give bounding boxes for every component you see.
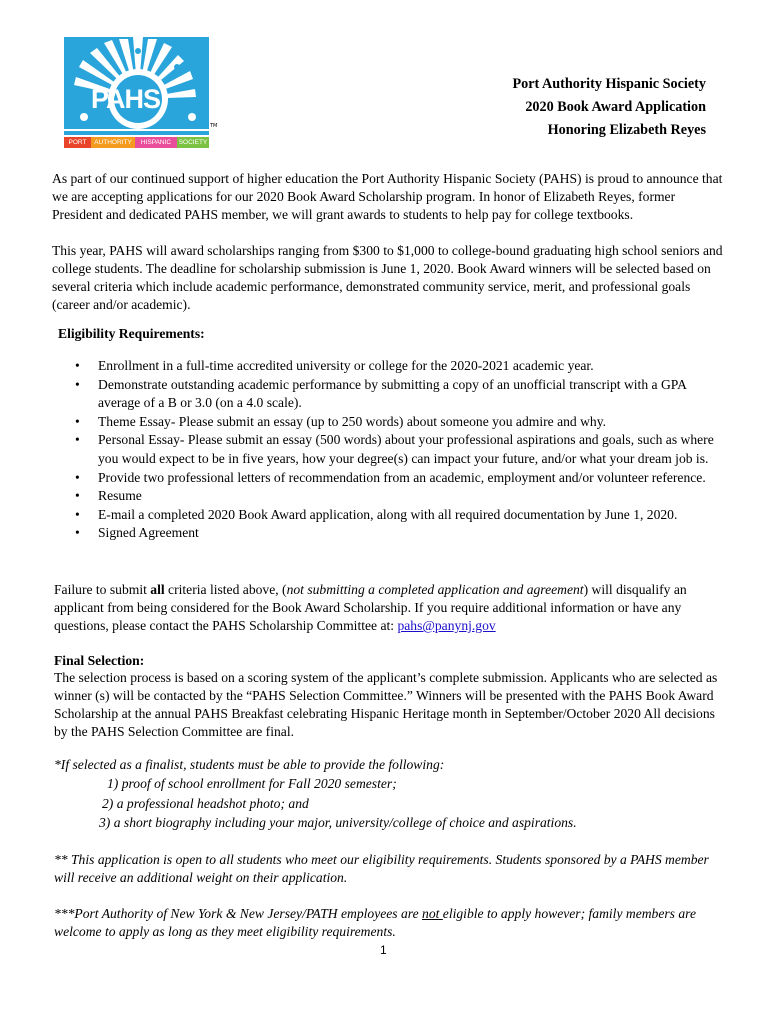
finalist-item: 3) a short biography including your major, university/college of choice and aspirations. xyxy=(99,815,577,830)
logo-bar-word: PORT xyxy=(64,137,91,148)
bullet-icon: • xyxy=(75,525,80,541)
bullet-icon: • xyxy=(75,432,80,448)
list-item xyxy=(58,413,728,432)
note-text: ***Port Authority of New York & New Jersey/PATH employees are xyxy=(54,906,423,921)
logo-badge xyxy=(64,37,209,135)
list-item-text: Theme Essay- Please submit an essay (up to 250 words) about someone you admire and why. xyxy=(98,413,607,429)
failure-italic: not submitting a completed application and agreement xyxy=(286,582,584,597)
failure-text: criteria listed above, ( xyxy=(164,582,287,597)
page-number: 1 xyxy=(380,943,387,957)
logo-text: PAHS xyxy=(91,84,161,114)
logo-color-bar xyxy=(64,137,209,148)
list-item-text: E-mail a completed 2020 Book Award application, along with all required documentation by June 1, 2020. xyxy=(98,506,678,522)
bullet-icon: • xyxy=(75,506,80,522)
list-item-text: Signed Agreement xyxy=(98,525,199,541)
note-port-authority xyxy=(54,905,728,941)
logo-bar-word: SOCIETY xyxy=(178,139,208,146)
list-item xyxy=(58,487,728,506)
bullet-icon: • xyxy=(75,469,80,485)
list-item xyxy=(58,431,728,468)
eligibility-heading: Eligibility Requirements: xyxy=(58,326,205,341)
details-paragraph: This year, PAHS will award scholarships ranging from $300 to $1,000 to college-bound graduating high school seniors and college students. The deadline for scholarship submission is June 1, 2020. Book Award winners will be selected based on several criteria which include academic performance, demonstrated community service, merit, and professional goals (career and/or academic). xyxy=(52,243,723,312)
header-honoring: Honoring Elizabeth Reyes xyxy=(547,122,706,138)
finalist-intro: *If selected as a finalist, students must be able to provide the following: xyxy=(54,757,445,772)
final-selection-paragraph: The selection process is based on a scoring system of the applicant’s complete submission. Applicants who are selected as winner (s) will be contacted by the “PAHS Selection Committee.” Winners will be presented with the PAHS Book Award Scholarship at the annual PAHS Breakfast celebrating Hispanic Heritage month in September/October 2020 All decisions by the PAHS Selection Committee are final. xyxy=(54,670,718,739)
header-org: Port Authority Hispanic Society xyxy=(512,76,706,92)
bullet-icon: • xyxy=(75,488,80,504)
logo-bar-word: AUTHORITY xyxy=(91,137,135,148)
finalist-item: 2) a professional headshot photo; and xyxy=(102,796,309,811)
finalist-item: 1) proof of school enrollment for Fall 2020 semester; xyxy=(107,776,397,791)
email-link[interactable]: pahs@panynj.gov xyxy=(397,618,496,633)
list-item-text: Provide two professional letters of recommendation from an academic, employment and/or volunteer reference. xyxy=(98,469,706,485)
failure-text: Failure to submit xyxy=(54,582,151,597)
logo-bar-word: HISPANIC xyxy=(135,137,177,148)
bullet-icon: • xyxy=(75,376,80,392)
note-open: ** This application is open to all students who meet our eligibility requirements. Students sponsored by a PAHS member will receive an additional weight on their application. xyxy=(54,852,709,885)
list-item xyxy=(58,506,728,525)
list-item xyxy=(58,524,728,543)
failure-text: ) will disqualify an applicant from being considered for the Book Award Scholarship. If you require additional information or have any questions, please contact the PAHS Scholarship Committee at: xyxy=(54,582,687,633)
note-text: eligible to apply however; family members are welcome to apply as long as they meet eligibility requirements. xyxy=(54,906,696,939)
bullet-icon: • xyxy=(75,358,80,373)
list-item xyxy=(58,376,728,413)
pahs-logo xyxy=(64,37,218,155)
intro-paragraph: As part of our continued support of higher education the Port Authority Hispanic Society (PAHS) is proud to announce that we are accepting applications for our 2020 Book Award Scholarship program. In honor of Elizabeth Reyes, former President and dedicated PAHS member, we will grant awards to students to help pay for college textbooks. xyxy=(52,171,723,222)
failure-bold: all xyxy=(150,582,165,597)
bullet-icon: • xyxy=(75,413,80,429)
final-selection-heading: Final Selection: xyxy=(54,653,145,668)
list-item-text: Enrollment in a full-time accredited university or college for the 2020-2021 academic year. xyxy=(98,358,594,373)
list-item xyxy=(58,357,728,376)
list-item xyxy=(58,469,728,488)
list-item-text: Resume xyxy=(98,488,142,504)
header-title: 2020 Book Award Application xyxy=(525,99,706,115)
failure-paragraph xyxy=(54,581,728,635)
list-item-text: Demonstrate outstanding academic performance by submitting a copy of an unofficial transcript with a GPA average of a B or 3.0 (on a 4.0 scale). xyxy=(98,376,687,411)
logo-trademark: TM xyxy=(210,123,218,129)
list-item-text: Personal Essay- Please submit an essay (500 words) about your professional aspirations and goals, such as where you would expect to be in five years, how your degree(s) can impact your future, and/or what your dream job is. xyxy=(98,432,714,466)
document-header xyxy=(513,73,707,142)
eligibility-list xyxy=(58,357,728,543)
note-not: not xyxy=(422,906,443,921)
